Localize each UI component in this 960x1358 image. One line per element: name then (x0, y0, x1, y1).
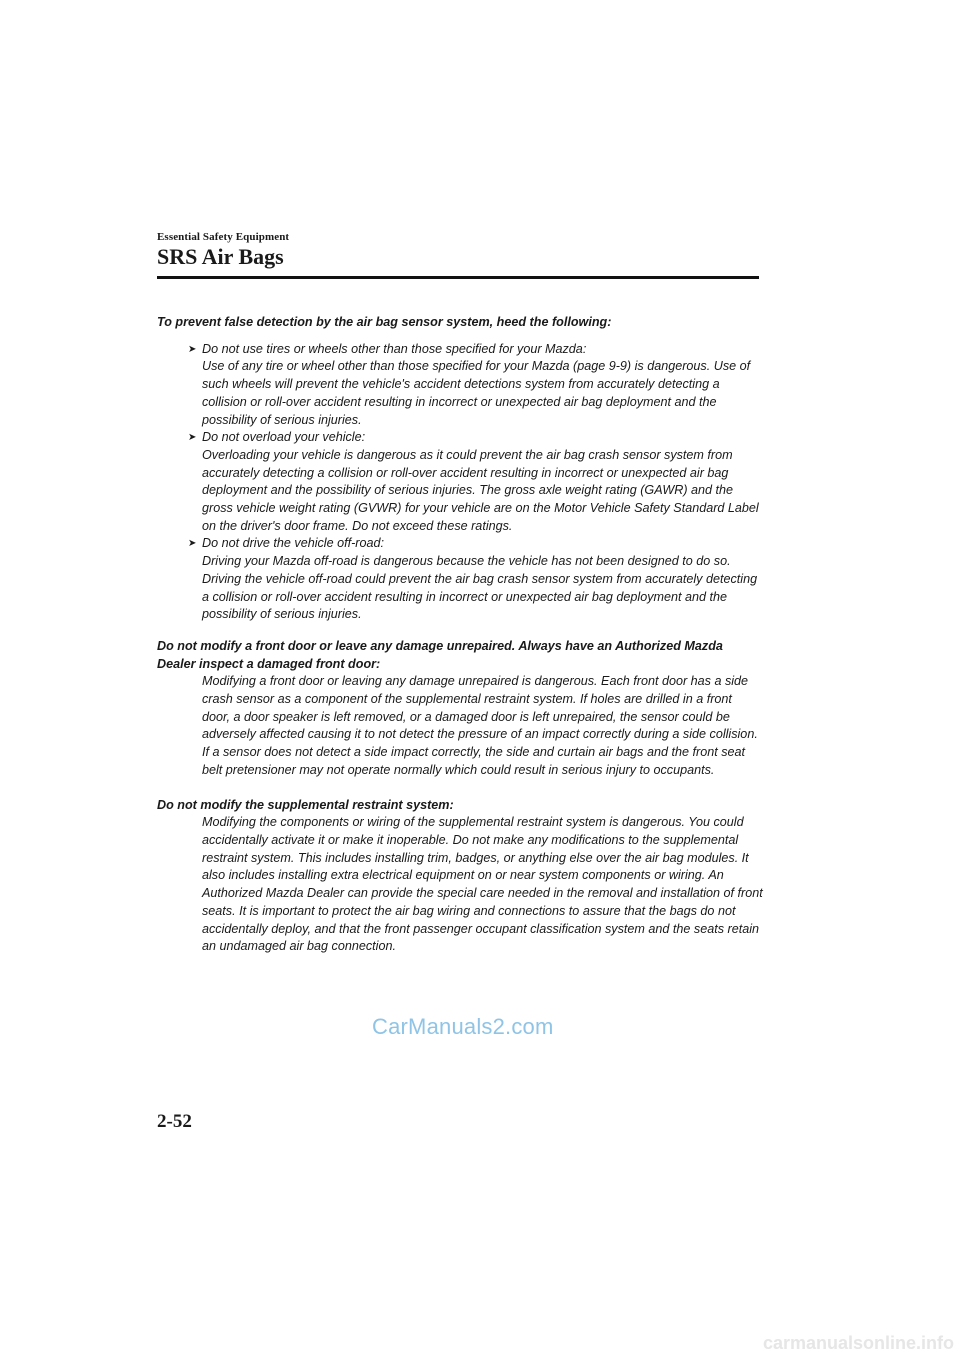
footer-watermark: carmanualsonline.info (762, 1333, 954, 1353)
false-detection-heading: To prevent false detection by the air bag sensor system, heed the following: (157, 315, 612, 329)
bullet-text: Overloading your vehicle is dangerous as it could prevent the air bag crash sensor system from accurately detecting a collision or roll-over accident resulting in incorrect or unexpected air bag deployment and the possibility of serious injuries. The gross axle weight rating (GAWR) and the gross vehicle weight rating (GVWR) for your vehicle are on the Motor Vehicle Safety Standard Label on the driver's door frame. Do not exceed these ratings. (202, 447, 759, 533)
bullet-text: Driving your Mazda off-road is dangerous because the vehicle has not been designed to do so. Driving the vehicle off-road could prevent the air bag crash sensor system from accurately detecting a collision or roll-over accident resulting in incorrect or unexpected air bag deployment and the possibility of serious injuries. (202, 554, 758, 622)
bullet-title: Do not use tires or wheels other than those specified for your Mazda: (202, 341, 587, 356)
header-divider (157, 276, 759, 279)
false-detection-list (157, 341, 763, 624)
bullet-title: Do not drive the vehicle off-road: (202, 536, 385, 551)
section-label: Essential Safety Equipment (157, 231, 290, 243)
page-content (157, 314, 763, 956)
page-title: SRS Air Bags (157, 244, 284, 269)
srs-modify-heading: Do not modify the supplemental restraint system: (157, 797, 454, 812)
bullet-text: Use of any tire or wheel other than those specified for your Mazda (page 9-9) is dangerous. Use of such wheels will prevent the vehicle's accident detections system from accurately detecting a collision or roll-over accident resulting in incorrect or unexpected air bag deployment and the possibility of serious injuries. (202, 359, 751, 427)
watermark-logo: CarManuals2.com (372, 1014, 554, 1039)
chevron-right-icon: ➤ (188, 343, 197, 355)
page-number: 2-52 (157, 1111, 192, 1132)
list-item (188, 429, 763, 535)
chevron-right-icon: ➤ (188, 538, 197, 550)
list-item (188, 341, 763, 430)
front-door-heading: Do not modify a front door or leave any damage unrepaired. Always have an Authorized Mazda Dealer inspect a damaged front door: (157, 638, 723, 671)
bullet-title: Do not overload your vehicle: (202, 430, 366, 445)
srs-modify-text: Modifying the components or wiring of the supplemental restraint system is dangerous. You could accidentally activate it or make it inoperable. Do not make any modifications to the supplemental restraint system. This includes installing trim, badges, or anything else over the air bag modules. It also includes installing extra electrical equipment on or near system components or wiring. An Authorized Mazda Dealer can provide the special care needed in the removal and installation of front seats. It is important to protect the air bag wiring and connections to assure that the bags do not accidentally deploy, and that the front passenger occupant classification system and the seats retain an undamaged air bag connection. (202, 815, 763, 954)
front-door-text: Modifying a front door or leaving any damage unrepaired is dangerous. Each front door has a side crash sensor as a component of the supplemental restraint system. If holes are drilled in a front door, a door speaker is left removed, or a damaged door is left unrepaired, the sensor could be adversely affected causing it to not detect the pressure of an impact correctly during a side collision. If a sensor does not detect a side impact correctly, the side and curtain air bags and the front seat belt pretensioner may not operate normally which could result in serious injury to occupants. (202, 674, 758, 777)
chevron-right-icon: ➤ (188, 432, 197, 444)
list-item (188, 535, 763, 624)
